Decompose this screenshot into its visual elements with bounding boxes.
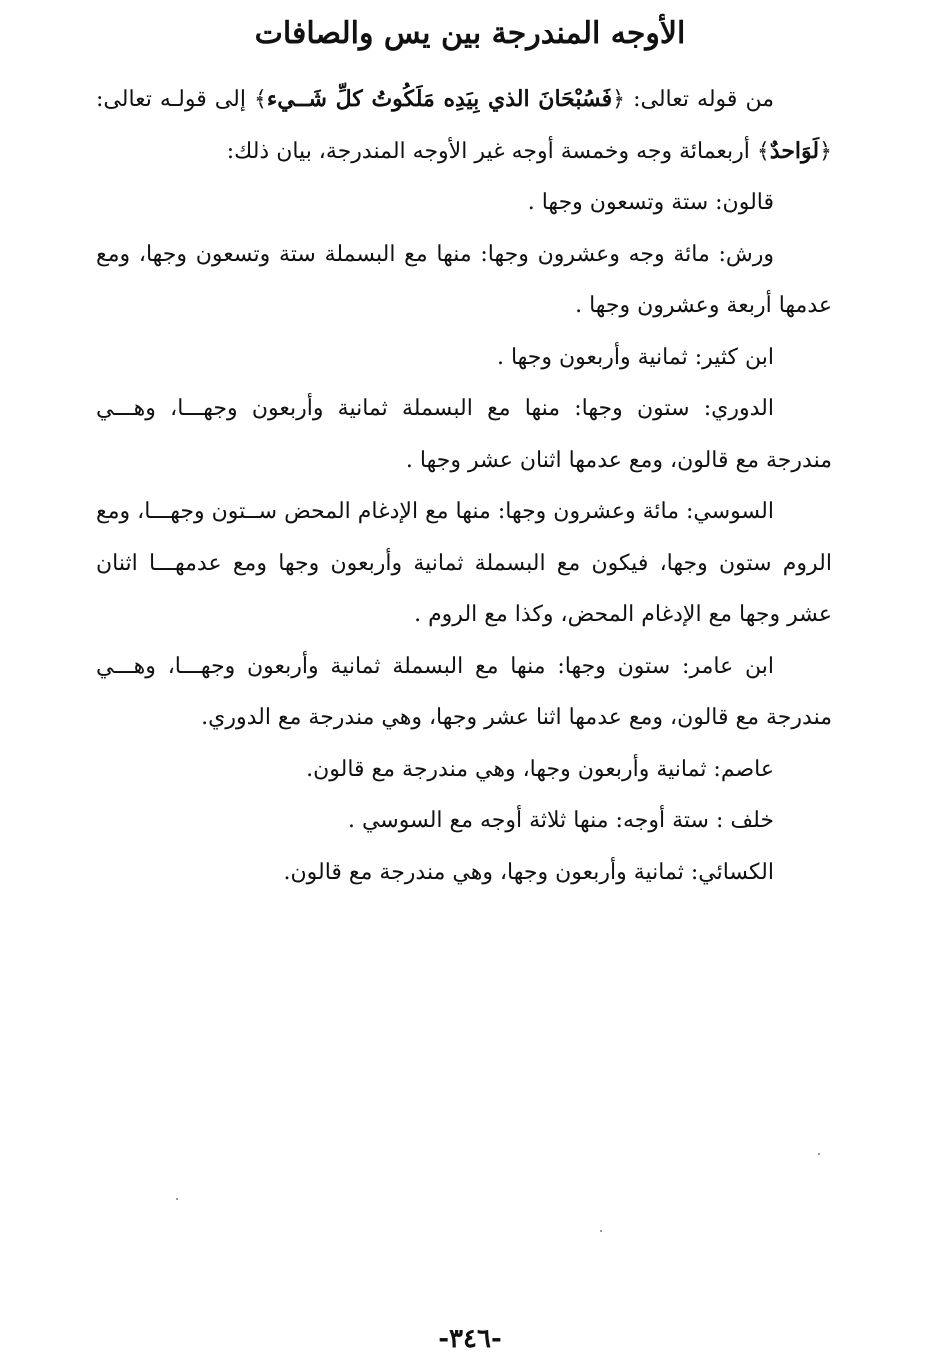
intro-prefix: من قوله تعالى:: [625, 87, 774, 112]
paragraph-al-kisai: الكسائي: ثمانية وأربعون وجها، وهي مندرجة مع قالون.: [283, 859, 774, 885]
intro-suffix: أربعمائة وجه وخمسة أوجه غير الأوجه المندرجة، بيان ذلك:: [226, 138, 757, 164]
scan-speck: [600, 1230, 602, 1232]
verse-close-bracket: ﴾: [756, 138, 770, 164]
scan-speck: [818, 1153, 820, 1155]
intro-paragraph: [96, 74, 832, 177]
verse-text-2: لَوَاحدٌ: [769, 137, 820, 164]
paragraph-qalun: قالون: ستة وتسعون وجها .: [527, 190, 774, 215]
page-title: الأوجه المندرجة بين يس والصافات: [254, 16, 686, 51]
paragraph-al-duri: الدوري: ستون وجها: منها مع البسملة ثمانية وأربعون وجهـــا، وهـــي مندرجة مع قالون، ومع عدمها اثنان عشر وجها .: [96, 396, 832, 473]
page-number: -٣٤٦-: [438, 1324, 502, 1354]
verse-text-1: فَسُبْحَانَ الذي بِيَدِه مَلَكُوتُ كلِّ شَــيء: [266, 86, 613, 112]
quran-verse-2: [757, 138, 832, 164]
paragraph-khalaf: خلف : ستة أوجه: منها ثلاثة أوجه مع السوسي .: [347, 808, 774, 833]
verse-open-bracket: ﴿: [819, 138, 832, 164]
intro-middle: إلى قولـه تعالى:: [96, 87, 255, 112]
verse-open-bracket: ﴿: [612, 87, 626, 112]
paragraph-ibn-kathir: ابن كثير: ثمانية وأربعون وجها .: [496, 344, 774, 370]
paragraph-ibn-amir: ابن عامر: ستون وجها: منها مع البسملة ثمانية وأربعون وجهـــا، وهـــي مندرجة مع قالون، ومع عدمها اثنا عشر وجها، وهي مندرجة مع الدوري.: [96, 653, 832, 730]
page-body: [96, 74, 832, 898]
verse-close-bracket: ﴾: [254, 87, 267, 112]
paragraph-asim: عاصم: ثمانية وأربعون وجها، وهي مندرجة مع قالون.: [306, 756, 774, 782]
quran-verse-1: [254, 86, 625, 112]
paragraph-al-susi: السوسي: مائة وعشرون وجها: منها مع الإدغام المحض ســتون وجهـــا، ومع الروم ستون وجها، فيكون مع البسملة ثمانية وأربعون وجها ومع عدمهـــا اثنان عشر وجها مع الإدغام المحض، وكذا مع الروم .: [96, 499, 832, 627]
scan-speck: [176, 1198, 178, 1200]
paragraph-warsh: ورش: مائة وجه وعشرون وجها: منها مع البسملة ستة وتسعون وجها، ومع عدمها أربعة وعشرون وجها .: [96, 241, 832, 318]
